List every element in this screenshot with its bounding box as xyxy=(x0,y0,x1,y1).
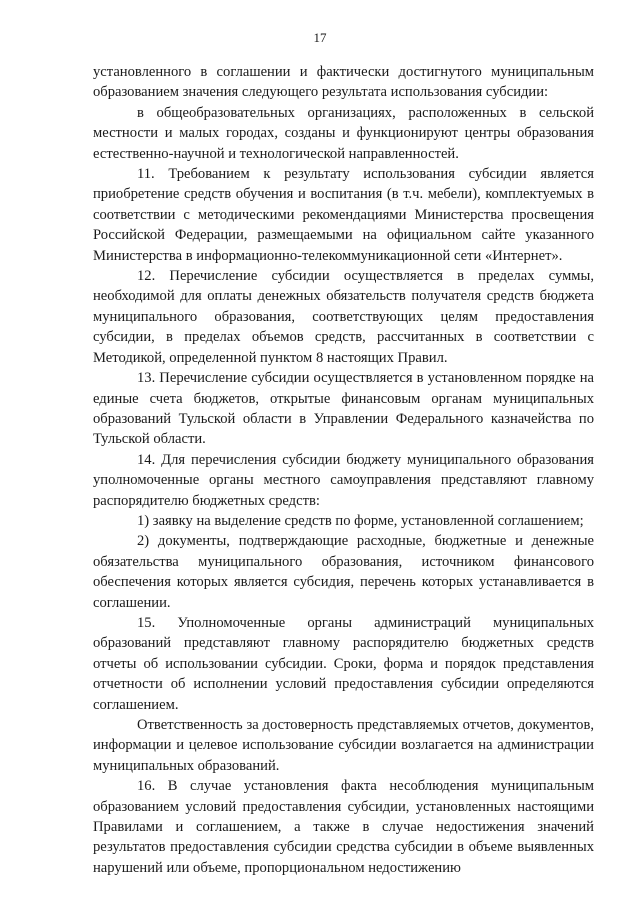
paragraph-clause-11: 11. Требованием к результату использования субсидии является приобретение средств обучения и воспитания (в т.ч. мебели), комплектуемых в соответствии с методическими рекомендациями Министерства просвещения Российской Федерации, размещаемыми на официальном сайте указанного Министерства в информационно-телекоммуникационной сети «Интернет». xyxy=(93,166,594,264)
paragraph: в общеобразовательных организациях, расположенных в сельской местности и малых городах, созданы и функционируют центры образования естественно-научной и технологической направленностей. xyxy=(93,104,594,162)
paragraph-clause-13: 13. Перечисление субсидии осуществляется в установленном порядке на единые счета бюджетов, открытые финансовым органам муниципальных образований Тульской области в Управлении Федерального казначейства по Тульской области. xyxy=(93,370,594,448)
page-number: 17 xyxy=(313,30,327,45)
paragraph-clause-15: 15. Уполномоченные органы администраций муниципальных образований представляют главному распорядителю бюджетных средств отчеты об использовании субсидии. Сроки, форма и порядок представления отчетности об исполнении условий предоставления субсидии определяются соглашением. xyxy=(93,614,594,713)
paragraph-clause-16: 16. В случае установления факта несоблюдения муниципальным образованием условий предоставления субсидии, установленных настоящими Правилами и соглашением, а также в случае недостижения значений результатов предоставления субсидии средства субсидии в объеме выявленных нарушений или объеме, пропорциональном недостижению xyxy=(93,778,594,876)
paragraph: Ответственность за достоверность представляемых отчетов, документов, информации и целевое использование субсидии возлагается на администрации муниципальных образований. xyxy=(93,717,594,774)
paragraph-continuation: установленного в соглашении и фактически достигнутого муниципальным образованием значения следующего результата использования субсидии: xyxy=(93,64,594,101)
paragraph-clause-14: 14. Для перечисления субсидии бюджету муниципального образования уполномоченные органы местного самоуправления представляют главному распорядителю бюджетных средств: xyxy=(93,451,594,509)
paragraph-clause-12: 12. Перечисление субсидии осуществляется в пределах суммы, необходимой для оплаты денежных обязательств получателя средств бюджета муниципального образования, соответствующих целям предоставления субсидии, в пределах объемов средств, рассчитанных в соответствии с Методикой, определенной пунктом 8 настоящих Правил. xyxy=(93,268,594,366)
paragraph-subitem-1: 1) заявку на выделение средств по форме, установленной соглашением; xyxy=(137,512,584,529)
paragraph-subitem-2: 2) документы, подтверждающие расходные, бюджетные и денежные обязательства муниципального образования, источником финансового обеспечения которых является субсидия, перечень которых устанавливается в соглашении. xyxy=(93,533,594,611)
document-body xyxy=(93,62,594,878)
